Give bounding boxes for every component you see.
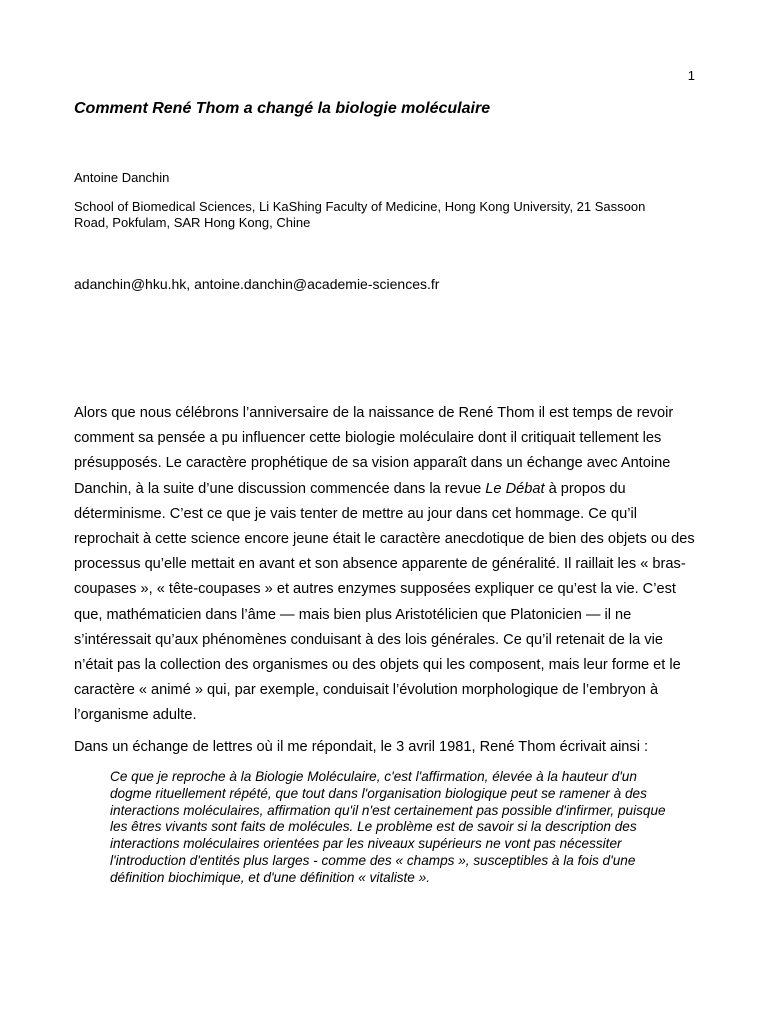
block-quote: Ce que je reproche à la Biologie Moléculaire, c'est l'affirmation, élevée à la hauteur d'un dogme rituellement répété, que tout dans l'organisation biologique peut se ramener à des interactions moléculaires, affirmation qu'il n'est certainement pas possible d'infirmer, puisque les êtres vivants sont faits de molécules. Le problème est de savoir si la description des interactions moléculaires orientées par les niveaux supérieurs ne vont pas nécessiter l'introduction d'entités plus larges - comme des « champs », susceptibles à la fois d'une définition biochimique, et d'une définition « vitaliste ». bbox=[110, 769, 666, 885]
paragraph-1-part-2: à propos du déterminisme. C’est ce que je vais tenter de mettre au jour dans cet hommage. Ce qu’il reprochait à cette science encore jeune était le caractère anecdotique de bien des objets ou des processus qu’elle mettait en avant et son absence apparente de généralité. Il raillait les « bras-coupases », « tête-coupases » et autres enzymes supposées expliquer ce qu’est la vie. C’est que, mathématicien dans l’âme — mais bien plus Aristotélicien que Platonicien — il ne s’intéressait qu’aux phénomènes conduisant à des lois générales. Ce qu’il retenait de la vie n’était pas la collection des organismes ou des objets qui les composent, mais leur forme et le caractère « animé » qui, par exemple, conduisait l’évolution morphologique de l’embryon à l’organisme adulte. bbox=[74, 480, 695, 724]
paragraph-1-part-1: Alors que nous célébrons l’anniversaire de la naissance de René Thom il est temps de revoir comment sa pensée a pu influencer cette biologie moléculaire dont il critiquait tellement les présupposés. Le caractère prophétique de sa vision apparaît dans un échange avec Antoine Danchin, à la suite d’une discussion commencée dans la revue bbox=[74, 405, 674, 497]
page-number: 1 bbox=[687, 68, 695, 83]
body-paragraph-2: Dans un échange de lettres où il me répondait, le 3 avril 1981, René Thom écrivait ainsi : bbox=[74, 739, 649, 755]
author-affiliation: School of Biomedical Sciences, Li KaShing Faculty of Medicine, Hong Kong University, 21 Sassoon Road, Pokfulam, SAR Hong Kong, Chine bbox=[74, 199, 646, 230]
document-title: Comment René Thom a changé la biologie moléculaire bbox=[74, 100, 491, 117]
journal-title: Le Débat bbox=[485, 480, 545, 497]
author-name: Antoine Danchin bbox=[74, 170, 170, 185]
author-emails[interactable]: adanchin@hku.hk, antoine.danchin@academie-sciences.fr bbox=[74, 276, 440, 292]
body-paragraph-1 bbox=[74, 401, 696, 729]
